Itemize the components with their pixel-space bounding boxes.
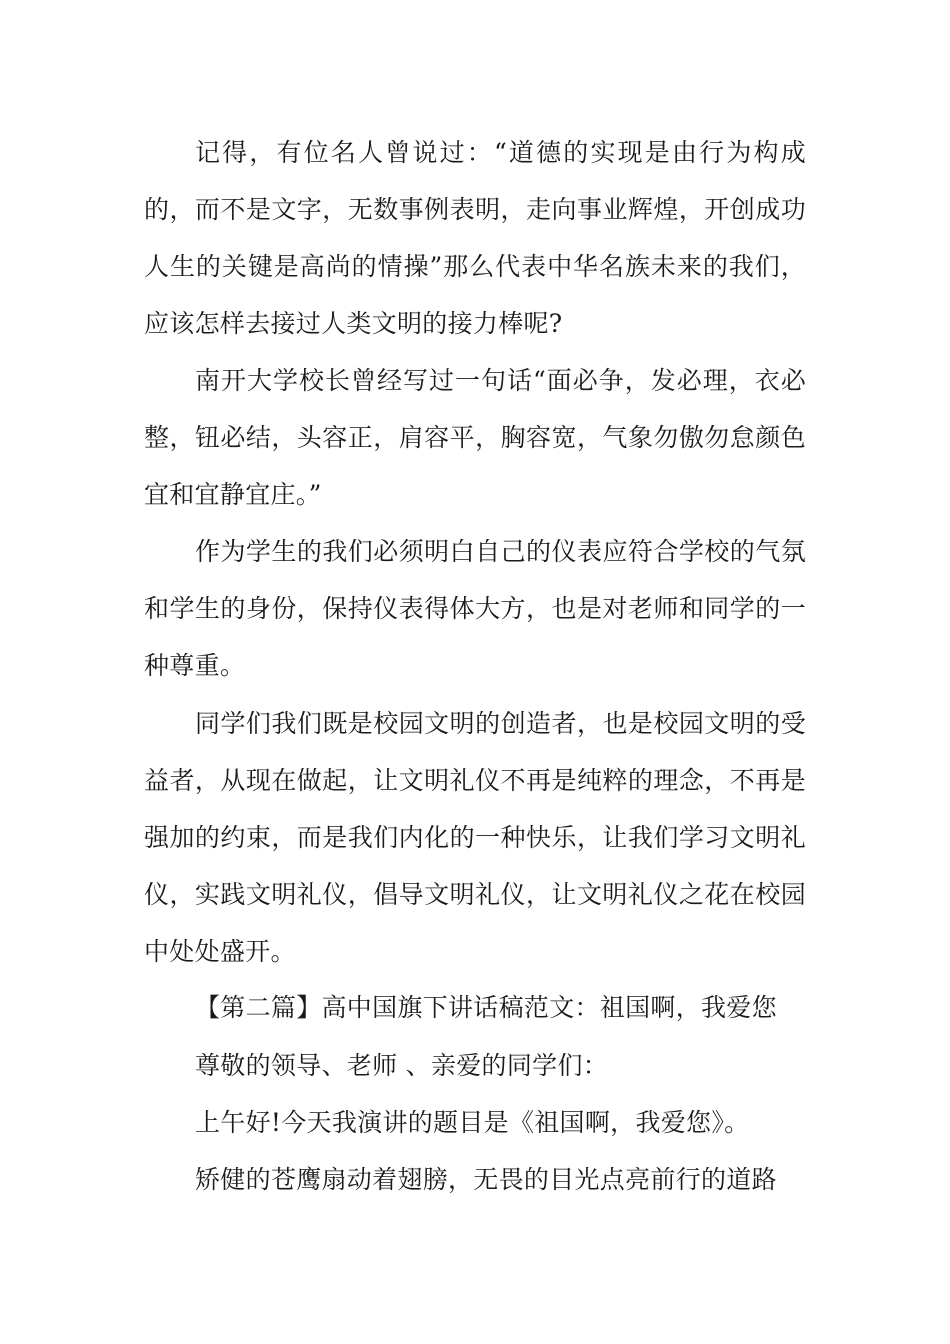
body-paragraph: 矫健的苍鹰扇动着翅膀，无畏的目光点亮前行的道路 xyxy=(195,1165,777,1194)
body-paragraph: 作为学生的我们必须明白自己的仪表应符合学校的气氛和学生的身份，保持仪表得体大方，也是对老师和同学的一种尊重。 xyxy=(144,537,806,680)
body-paragraph: 同学们我们既是校园文明的创造者，也是校园文明的受益者，从现在做起，让文明礼仪不再是纯粹的理念，不再是强加的约束，而是我们内化的一种快乐，让我们学习文明礼仪，实践文明礼仪，倡导文明礼仪，让文明礼仪之花在校园中处处盛开。 xyxy=(144,709,806,966)
body-paragraph: 记得，有位名人曾说过：“道德的实现是由行为构成的，而不是文字，无数事例表明，走向事业辉煌，开创成功人生的关键是高尚的情操”那么代表中华名族未来的我们，应该怎样去接过人类文明的接力棒呢? xyxy=(144,138,806,338)
greeting-paragraph: 上午好!今天我演讲的题目是《祖国啊，我爱您》。 xyxy=(195,1108,750,1137)
salutation: 尊敬的领导、老师 、亲爱的同学们： xyxy=(195,1051,609,1080)
body-paragraph: 南开大学校长曾经写过一句话“面必争，发必理，衣必整，钮必结，头容正，肩容平，胸容宽，气象勿傲勿怠颜色宜和宜静宜庄。” xyxy=(144,366,806,509)
section-heading: 【第二篇】高中国旗下讲话稿范文：祖国啊，我爱您 xyxy=(195,993,777,1022)
